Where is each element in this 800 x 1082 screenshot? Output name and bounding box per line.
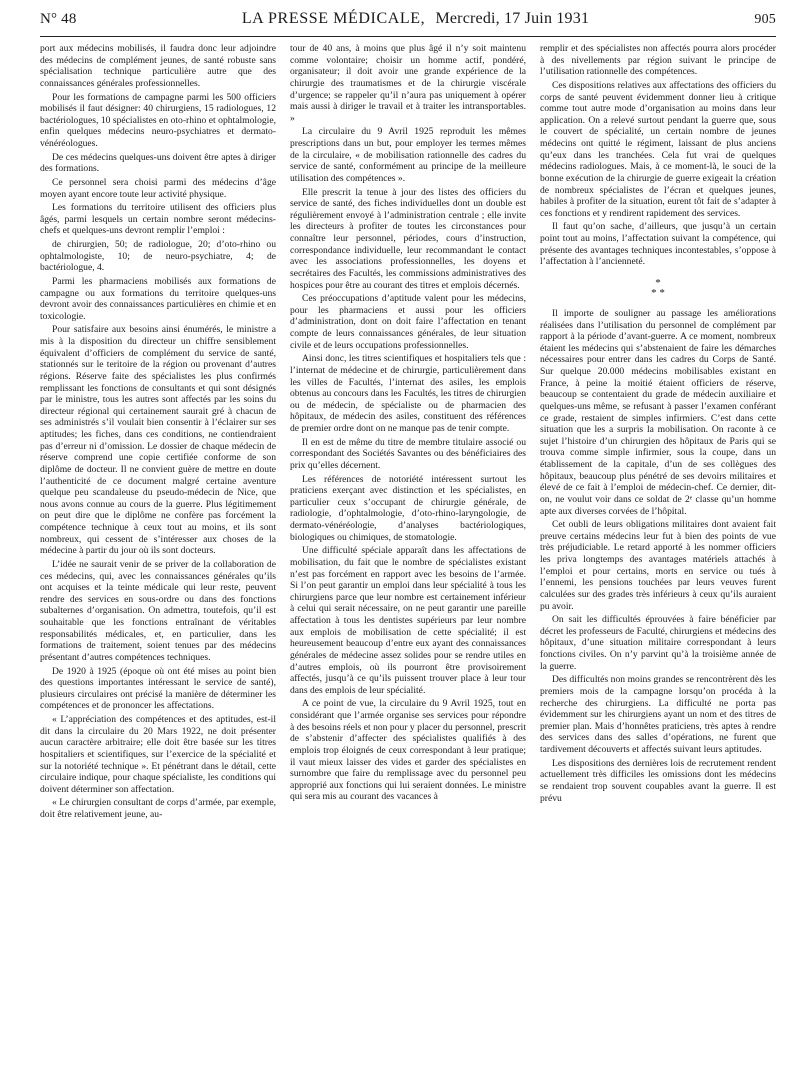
issue-date: Mercredi, 17 Juin 1931 — [435, 10, 590, 27]
paragraph: A ce point de vue, la circulaire du 9 Avril 1925, tout en considérant que l’armée organise ses services pour répondre à des besoins réels et non pour y placer du personnel, prescrit de s’abstenir d’affecter des spécialistes qualifiés à des emplois trop éloignés de ceux correspondant à leur pratique; il vaut mieux laisser des vides et garder des spécialistes en surnombre que faire du remplissage avec du personnel peu approprié aux fonctions qui lui seraient données. Le ministre qui sera mis au courant des vacances à — [290, 698, 526, 803]
column-2 — [290, 43, 526, 1063]
article-columns — [40, 43, 776, 1063]
paragraph: Ainsi donc, les titres scientifiques et hospitaliers tels que : l’internat de médecine et de chirurgie, particulièrement dans les villes de Facultés, l’internat des asiles, les emplois obtenus au concours dans les Facultés, les titres de chirurgien ou de médecin, de spécialiste ou de pharmacien des hôpitaux, de médecin des asiles, constituent des références de premier ordre dont on ne manque pas de tenir compte. — [290, 353, 526, 434]
column-3 — [540, 43, 776, 1063]
paragraph: remplir et des spécialistes non affectés pourra alors procéder à des nivellements par région suivant le principe de l’utilisation rationnelle des compétences. — [540, 43, 776, 78]
journal-title: LA PRESSE MÉDICALE, — [241, 10, 426, 27]
separator-star-top: * — [655, 276, 661, 289]
paragraph: de chirurgien, 50; de radiologue, 20; d’oto-rhino ou ophtalmologiste, 10; de neuro-psychiatre, 4; de bactériologue, 4. — [40, 239, 276, 274]
issue-number: N° 48 — [40, 11, 77, 27]
page-header — [40, 10, 776, 34]
column-1 — [40, 43, 276, 1063]
paragraph: Elle prescrit la tenue à jour des listes des officiers du service de santé, des fiches individuelles dont un double est régulièrement envoyé à l’administration centrale ; elle invite les directeurs à profiter de toutes les circonstances pour connaître leur personnel, périodes, cours d’instruction, correspondance individuelle, leur recommandant le contact avec les associations professionnelles, les doyens et secrétaires des Facultés, les commissions administratives des hospices pour être au courant des titres et emplois décernés. — [290, 186, 526, 291]
paragraph: Il importe de souligner au passage les améliorations réalisées dans l’utilisation du personnel de complément par rapport à la période d’avant-guerre. A ce moment, nombreux étaient les médecins qui s’abstenaient de faire les démarches nécessaires pour entrer dans les cadres du Corps de Santé. Sur quelque 20.000 médecins mobilisables existant en France, à peine la moitié étaient officiers de réserve, beaucoup se contentaient du grade de médecin auxiliaire et quelques-uns même, se refusant à passer l’examen conférant ce grade, restaient de simples infirmiers. C’est dans cette situation que les a surpris la mobilisation. On raconte à ce sujet l’histoire d’un chirurgien des hôpitaux de Paris qui se trouva comme simple infirmier, sous la coupe, dans un établissement de la capitale, d’un de ses collègues des hôpitaux, beaucoup plus pénétré de ses devoirs militaires et élevé de ce fait à l’emploi de médecin-chef. Ce dernier, dit-on, ne voulut voir dans ce soldat de 2ᵉ classe qu’un homme apte aux diverses corvées de l’hôpital. — [540, 307, 776, 517]
paragraph: port aux médecins mobilisés, il faudra donc leur adjoindre des médecins de complément jeunes, de santé robuste sans spécialisation technique particulière autre que des connaissances générales professionnelles. — [40, 43, 276, 89]
paragraph: Ces préoccupations d’aptitude valent pour les médecins, pour les pharmaciens et aussi pour les officiers d’administration, dont on doit faire l’affectation en tenant compte de leurs connaissances générales, de leur situation civile et de leurs occupations professionnelles. — [290, 293, 526, 351]
paragraph: Parmi les pharmaciens mobilisés aux formations de campagne ou aux formations du territoire quelques-uns devront avoir des connaissances particulières en chimie et en toxicologie. — [40, 275, 276, 322]
masthead — [77, 10, 755, 28]
paragraph: Pour les formations de campagne parmi les 500 officiers mobilisés il faut désigner: 40 chirurgiens, 15 radiologues, 12 bactériologues, 10 spécialistes en oto-rhino et ophtalmologie, enfin quelques médecins neuro-psychiatres et dermato-vénéréologues. — [40, 91, 276, 149]
paragraph: Les dispositions des dernières lois de recrutement rendent actuellement très difficiles les omissions dont les médecins se rendaient trop souvent coupables avant la guerre. Il est prévu — [540, 757, 776, 804]
paragraph: Les références de notoriété intéressent surtout les praticiens exerçant avec distinction et les spécialistes, en particulier ceux s’occupant de chirurgie générale, de radiologie, d’ophtalmologie, d’oto-rhino-laryngologie, de dermato-vénéréologie, d’analyses bactériologiques, biologiques ou chimiques, de stomatologie. — [290, 473, 526, 543]
paragraph: Il en est de même du titre de membre titulaire associé ou correspondant des Sociétés Savantes ou des bénéficiaires des prix qu’elles décernent. — [290, 436, 526, 471]
paragraph: « L’appréciation des compétences et des aptitudes, est-il dit dans la circulaire du 20 Mars 1922, ne doit présenter aucun caractère arbitraire; elle doit être basée sur les titres hospitaliers et scientifiques, sur l’exercice de la spécialité et sur la notoriété technique ». Et pénétrant dans le détail, cette circulaire indique, pour chaque spécialiste, les conditions qui doivent déterminer son affectation. — [40, 714, 276, 795]
paragraph: Des difficultés non moins grandes se rencontrèrent dès les premiers mois de la campagne lorsqu’on procéda à la recherche des chirurgiens. La difficulté ne porta pas évidemment sur les chirurgiens ayant un nom et des titres de premier plan. Mais d’honnêtes praticiens, très aptes à rendre des services dans des salles d’opérations, ne furent que tardivement découverts et affectés suivant leurs aptitudes. — [540, 674, 776, 755]
paragraph: « Le chirurgien consultant de corps d’armée, par exemple, doit être relativement jeune, au- — [40, 797, 276, 820]
paragraph: L’idée ne saurait venir de se priver de la collaboration de ces médecins, qui, avec les connaissances générales qu’ils ont acquises et la teinte médicale qui leur reste, peuvent rendre des services en sous-ordre ou dans des fonctions subalternes d’organisation. On admettra, toutefois, qu’il est souhaitable que les fonctions entraînant de véritables responsabilités médicales, et, en particulier, dans les formations de traitement, soient tenues par des médecins présentant d’autres compétences techniques. — [40, 558, 276, 663]
paragraph: On sait les difficultés éprouvées à faire bénéficier par décret les professeurs de Faculté, chirurgiens et médecins des hôpitaux, d’une situation militaire correspondant à leurs fonctions civiles. On n’y parvint qu’à la troisième année de la guerre. — [540, 614, 776, 672]
paragraph: Les formations du territoire utilisent des officiers plus âgés, parmi lesquels un certain nombre seront médecins-chefs et quelques-uns devront remplir l’emploi : — [40, 202, 276, 237]
paragraph: De ces médecins quelques-uns doivent être aptes à diriger des formations. — [40, 151, 276, 175]
paragraph: Pour satisfaire aux besoins ainsi énumérés, le ministre a mis à la disposition du directeur un chiffre sensiblement équivalent d’officiers de complément du service de santé, stationnés sur le teritoire de la région ou provenant d’autres régions. Réserve faite des spécialistes les plus confirmés remplissant les fonctions de consultants et qui sont désignés par le ministre, tous les autres sont affectés par les soins du directeur régional qui certainement saurait gré à chacun de ses administrés s’il voulait bien consentir à l’éclairer sur ses aptitudes; les fiches, dans ces conditions, ne contiendraient pas d’erreur ni d’omission. Le dossier de chaque médecin de réserve comprend une copie certifiée conforme de son diplôme de docteur. Il ne convient guère de mettre en doute l’authenticité de ce document malgré certaine aventure quelque peu scandaleuse du pseudo-médecin de Nice, que nous avons connue au cours de la guerre. Plus légitimement on peut dire que le diplôme ne confère pas forcément la compétence technique à ceux tout au moins, et ils sont nombreux, qui cessent de s’intéresser aux choses de la médecine à partir du jour où ils sont docteurs. — [40, 324, 276, 557]
paragraph: Ce personnel sera choisi parmi des médecins d’âge moyen ayant encore toute leur activité physique. — [40, 176, 276, 200]
paragraph: De 1920 à 1925 (époque où ont été mises au point bien des questions importantes intéressant le service de santé), plusieurs circulaires ont précisé la manière de déterminer les compétences et de prononcer les affectations. — [40, 665, 276, 712]
section-separator — [540, 278, 776, 298]
paragraph: La circulaire du 9 Avril 1925 reproduit les mêmes prescriptions dans un but, pour employer les termes mêmes de la circulaire, « de mobilisation rationnelle des cadres du service de santé, conformément au principe de la meilleure utilisation des compétences ». — [290, 126, 526, 184]
paragraph: Une difficulté spéciale apparaît dans les affectations de mobilisation, du fait que le nombre de spécialistes existant n’est pas forcément en rapport avec les besoins de l’armée. Si l’on peut garantir un emploi dans leur spécialité à tous les chirurgiens parce que leur nombre est certainement inférieur à celui qui serait nécessaire, on ne peut garantir une pareille affectation à tous les dentistes supérieurs par leur nombre aux emplois de mobilisation de cette spécialité; il est heureusement beaucoup d’entre eux ayant des connaissances générales de médecine assez solides pour se rendre utiles en d’autres emplois, où ils pourront être provisoirement affectés, jusqu’à ce qu’ils puissent trouver place à leur tour dans des emplois de leur spécialité. — [290, 545, 526, 696]
paragraph: tour de 40 ans, à moins que plus âgé il n’y soit maintenu comme volontaire; choisir un homme actif, pondéré, organisateur; il doit avoir une grande expérience de la chirurgie des traumatismes et de la chirurgie viscérale d’urgence; se rappeler qu’il n’aura pas uniquement à opérer mais aussi à diriger le travail et à traiter les intransportables. » — [290, 43, 526, 124]
page-number: 905 — [754, 12, 776, 27]
paragraph: Cet oubli de leurs obligations militaires dont avaient fait preuve certains médecins leur fut à bien des points de vue très préjudiciable. Le retard apporté à les nommer officiers les priva longtemps des avantages matériels attachés à l’emploi et pour certains, morts en service ou tués à l’ennemi, les pensions touchées par leurs veuves furent calculées sur des grades très inférieurs à ceux qu’ils auraient pu avoir. — [540, 519, 776, 612]
paragraph: Il faut qu’on sache, d’ailleurs, que jusqu’à un certain point tout au moins, l’affectation suivant la compétence, qui présente des avantages techniques incontestables, s’oppose à l’affectation à l’ancienneté. — [540, 221, 776, 268]
separator-star-bottom: * * — [651, 286, 665, 299]
paragraph: Ces dispositions relatives aux affectations des officiers du corps de santé peuvent évidemment donner lieu à critique comme tout autre mode d’organisation au moins dans leur application. On a relevé surtout pendant la guerre que, sous le couvert de spécialité, un certain nombre de jeunes médecins ont quitté le régiment, laissant de plus anciens qu’eux dans les tranchées. Cela fut vrai de quelques médecins radiologues. Mais, à ce moment-là, le souci de la bonne exécution de la chirurgie de guerre exigeait la création de nombreux spécialistes de l’écran et quelques jeunes, habiles à profiter de la situation, eurent tôt fait de s’adapter à ces fonctions et y rendirent rapidement des services. — [540, 79, 776, 219]
header-rule — [40, 36, 776, 37]
